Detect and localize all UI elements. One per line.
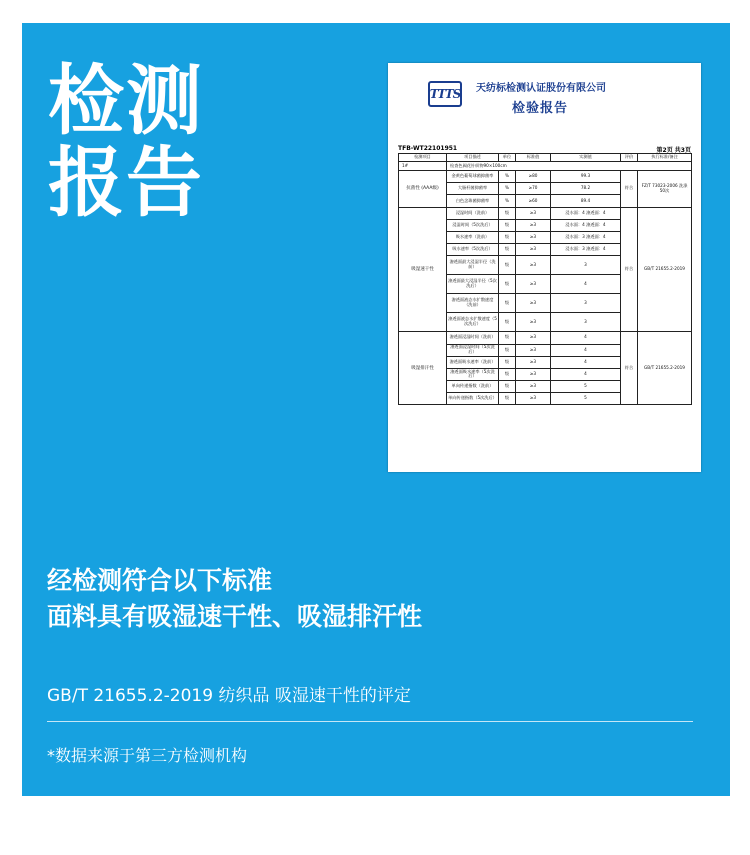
standard-reference: FZ/T 73023-2006 洗涤50次 — [638, 171, 692, 208]
item-measured-value: 3 — [551, 256, 621, 275]
item-measured-value: 99.3 — [551, 171, 621, 183]
report-page-info: 第2页 共3页 — [656, 147, 691, 154]
item-description: 吸水速率（5次洗后） — [447, 244, 499, 256]
item-description: 渗透面浸湿时间（5次洗后） — [447, 344, 499, 356]
item-unit: 级 — [499, 356, 516, 368]
test-category: 吸湿速干性 — [399, 207, 447, 332]
item-standard-value: ≥3 — [516, 256, 551, 275]
table-row — [399, 171, 692, 183]
table-header-cell: 实测值 — [551, 154, 621, 162]
footnote: *数据来源于第三方检测机构 — [47, 746, 248, 765]
item-measured-value: 3 — [551, 294, 621, 313]
item-description: 渗透面吸水速率（5次洗后） — [447, 368, 499, 380]
item-standard-value: ≥70 — [516, 183, 551, 195]
table-header-cell: 单位 — [499, 154, 516, 162]
item-unit: 级 — [499, 256, 516, 275]
item-description: 浸湿时间（洗前） — [447, 207, 499, 219]
item-description: 金黄色葡萄球菌抑菌率 — [447, 171, 499, 183]
item-unit: 级 — [499, 332, 516, 344]
divider — [47, 721, 693, 722]
item-standard-value: ≥3 — [516, 313, 551, 332]
headline-line-1: 检测 — [48, 56, 204, 145]
test-category: 抗菌性 (AAA级) — [399, 171, 447, 208]
sample-description: 检查色阀花针织物90×100cm — [447, 162, 692, 171]
item-unit: 级 — [499, 393, 516, 405]
headline-line-2: 报告 — [48, 138, 204, 227]
item-description: 浸湿时间（5次洗后） — [447, 219, 499, 231]
table-header-cell: 执行标准/备注 — [638, 154, 692, 162]
item-description: 单向传递指数（5次洗后） — [447, 393, 499, 405]
table-header-cell: 评价 — [621, 154, 638, 162]
item-measured-value: 4 — [551, 275, 621, 294]
company-logo: TTTS — [428, 81, 462, 107]
standard-line: GB/T 21655.2-2019 纺织品 吸湿速干性的评定 — [47, 686, 411, 706]
item-unit: 级 — [499, 344, 516, 356]
item-description: 大肠杆菌抑菌率 — [447, 183, 499, 195]
item-standard-value: ≥3 — [516, 219, 551, 231]
item-description: 单向传递指数（洗前） — [447, 381, 499, 393]
item-standard-value: ≥3 — [516, 381, 551, 393]
item-measured-value: 4 — [551, 344, 621, 356]
test-category: 吸湿排汗性 — [399, 332, 447, 405]
table-header-cell: 标准值 — [516, 154, 551, 162]
item-unit: % — [499, 183, 516, 195]
item-description: 渗透面液态水扩散速度（洗前） — [447, 294, 499, 313]
item-standard-value: ≥80 — [516, 171, 551, 183]
item-measured-value: 4 — [551, 356, 621, 368]
standard-reference: GB/T 21655.2-2019 — [638, 207, 692, 332]
item-unit: 级 — [499, 275, 516, 294]
item-unit: 级 — [499, 207, 516, 219]
item-unit: % — [499, 195, 516, 207]
item-measured-value: 浸水面：3 渗透面：4 — [551, 231, 621, 243]
report-number: TFB-WT22101951 — [398, 145, 458, 152]
evaluation: 符合 — [621, 171, 638, 208]
item-standard-value: ≥3 — [516, 344, 551, 356]
item-measured-value: 78.2 — [551, 183, 621, 195]
sample-row — [399, 162, 692, 171]
company-name: 天纺标检测认证股份有限公司 — [476, 83, 606, 94]
item-unit: 级 — [499, 294, 516, 313]
item-standard-value: ≥3 — [516, 393, 551, 405]
item-measured-value: 4 — [551, 332, 621, 344]
item-measured-value: 浸水面：4 渗透面：4 — [551, 219, 621, 231]
item-standard-value: ≥3 — [516, 368, 551, 380]
item-standard-value: ≥3 — [516, 244, 551, 256]
report-title: 检验报告 — [512, 101, 569, 116]
item-measured-value: 浸水面：4 渗透面：4 — [551, 207, 621, 219]
item-measured-value: 浸水面：3 渗透面：4 — [551, 244, 621, 256]
item-description: 吸水速率（洗前） — [447, 231, 499, 243]
table-header-cell: 检测项目 — [399, 154, 447, 162]
item-standard-value: ≥60 — [516, 195, 551, 207]
item-unit: % — [499, 171, 516, 183]
item-description: 渗透面液态水扩散速度（5次洗后） — [447, 313, 499, 332]
item-standard-value: ≥3 — [516, 275, 551, 294]
item-standard-value: ≥3 — [516, 231, 551, 243]
evaluation: 符合 — [621, 332, 638, 405]
item-description: 渗透面吸水速率（洗前） — [447, 356, 499, 368]
table-row — [399, 207, 692, 219]
item-description: 白色念珠菌抑菌率 — [447, 195, 499, 207]
lead-line-2: 面料具有吸湿速干性、吸湿排汗性 — [47, 602, 423, 631]
item-unit: 级 — [499, 244, 516, 256]
item-standard-value: ≥3 — [516, 294, 551, 313]
sample-number: 1# — [399, 162, 447, 171]
blue-panel — [22, 23, 730, 796]
item-measured-value: 5 — [551, 381, 621, 393]
item-standard-value: ≥3 — [516, 332, 551, 344]
item-description: 渗透面浸湿时间（洗前） — [447, 332, 499, 344]
item-unit: 级 — [499, 368, 516, 380]
table-header-row — [399, 154, 692, 162]
table-header-cell: 项目描述 — [447, 154, 499, 162]
item-unit: 级 — [499, 381, 516, 393]
item-unit: 级 — [499, 219, 516, 231]
item-measured-value: 3 — [551, 313, 621, 332]
item-description: 渗透面最大浸湿半径（5次洗后） — [447, 275, 499, 294]
item-unit: 级 — [499, 231, 516, 243]
evaluation: 符合 — [621, 207, 638, 332]
lead-line-1: 经检测符合以下标准 — [47, 566, 273, 595]
standard-reference: GB/T 21655.2-2019 — [638, 332, 692, 405]
item-description: 渗透面最大浸湿半径（洗前） — [447, 256, 499, 275]
report-table — [398, 153, 692, 405]
item-measured-value: 5 — [551, 393, 621, 405]
table-row — [399, 332, 692, 344]
item-standard-value: ≥3 — [516, 356, 551, 368]
item-measured-value: 89.4 — [551, 195, 621, 207]
item-measured-value: 4 — [551, 368, 621, 380]
item-standard-value: ≥3 — [516, 207, 551, 219]
test-report-document — [388, 63, 701, 472]
item-unit: 级 — [499, 313, 516, 332]
